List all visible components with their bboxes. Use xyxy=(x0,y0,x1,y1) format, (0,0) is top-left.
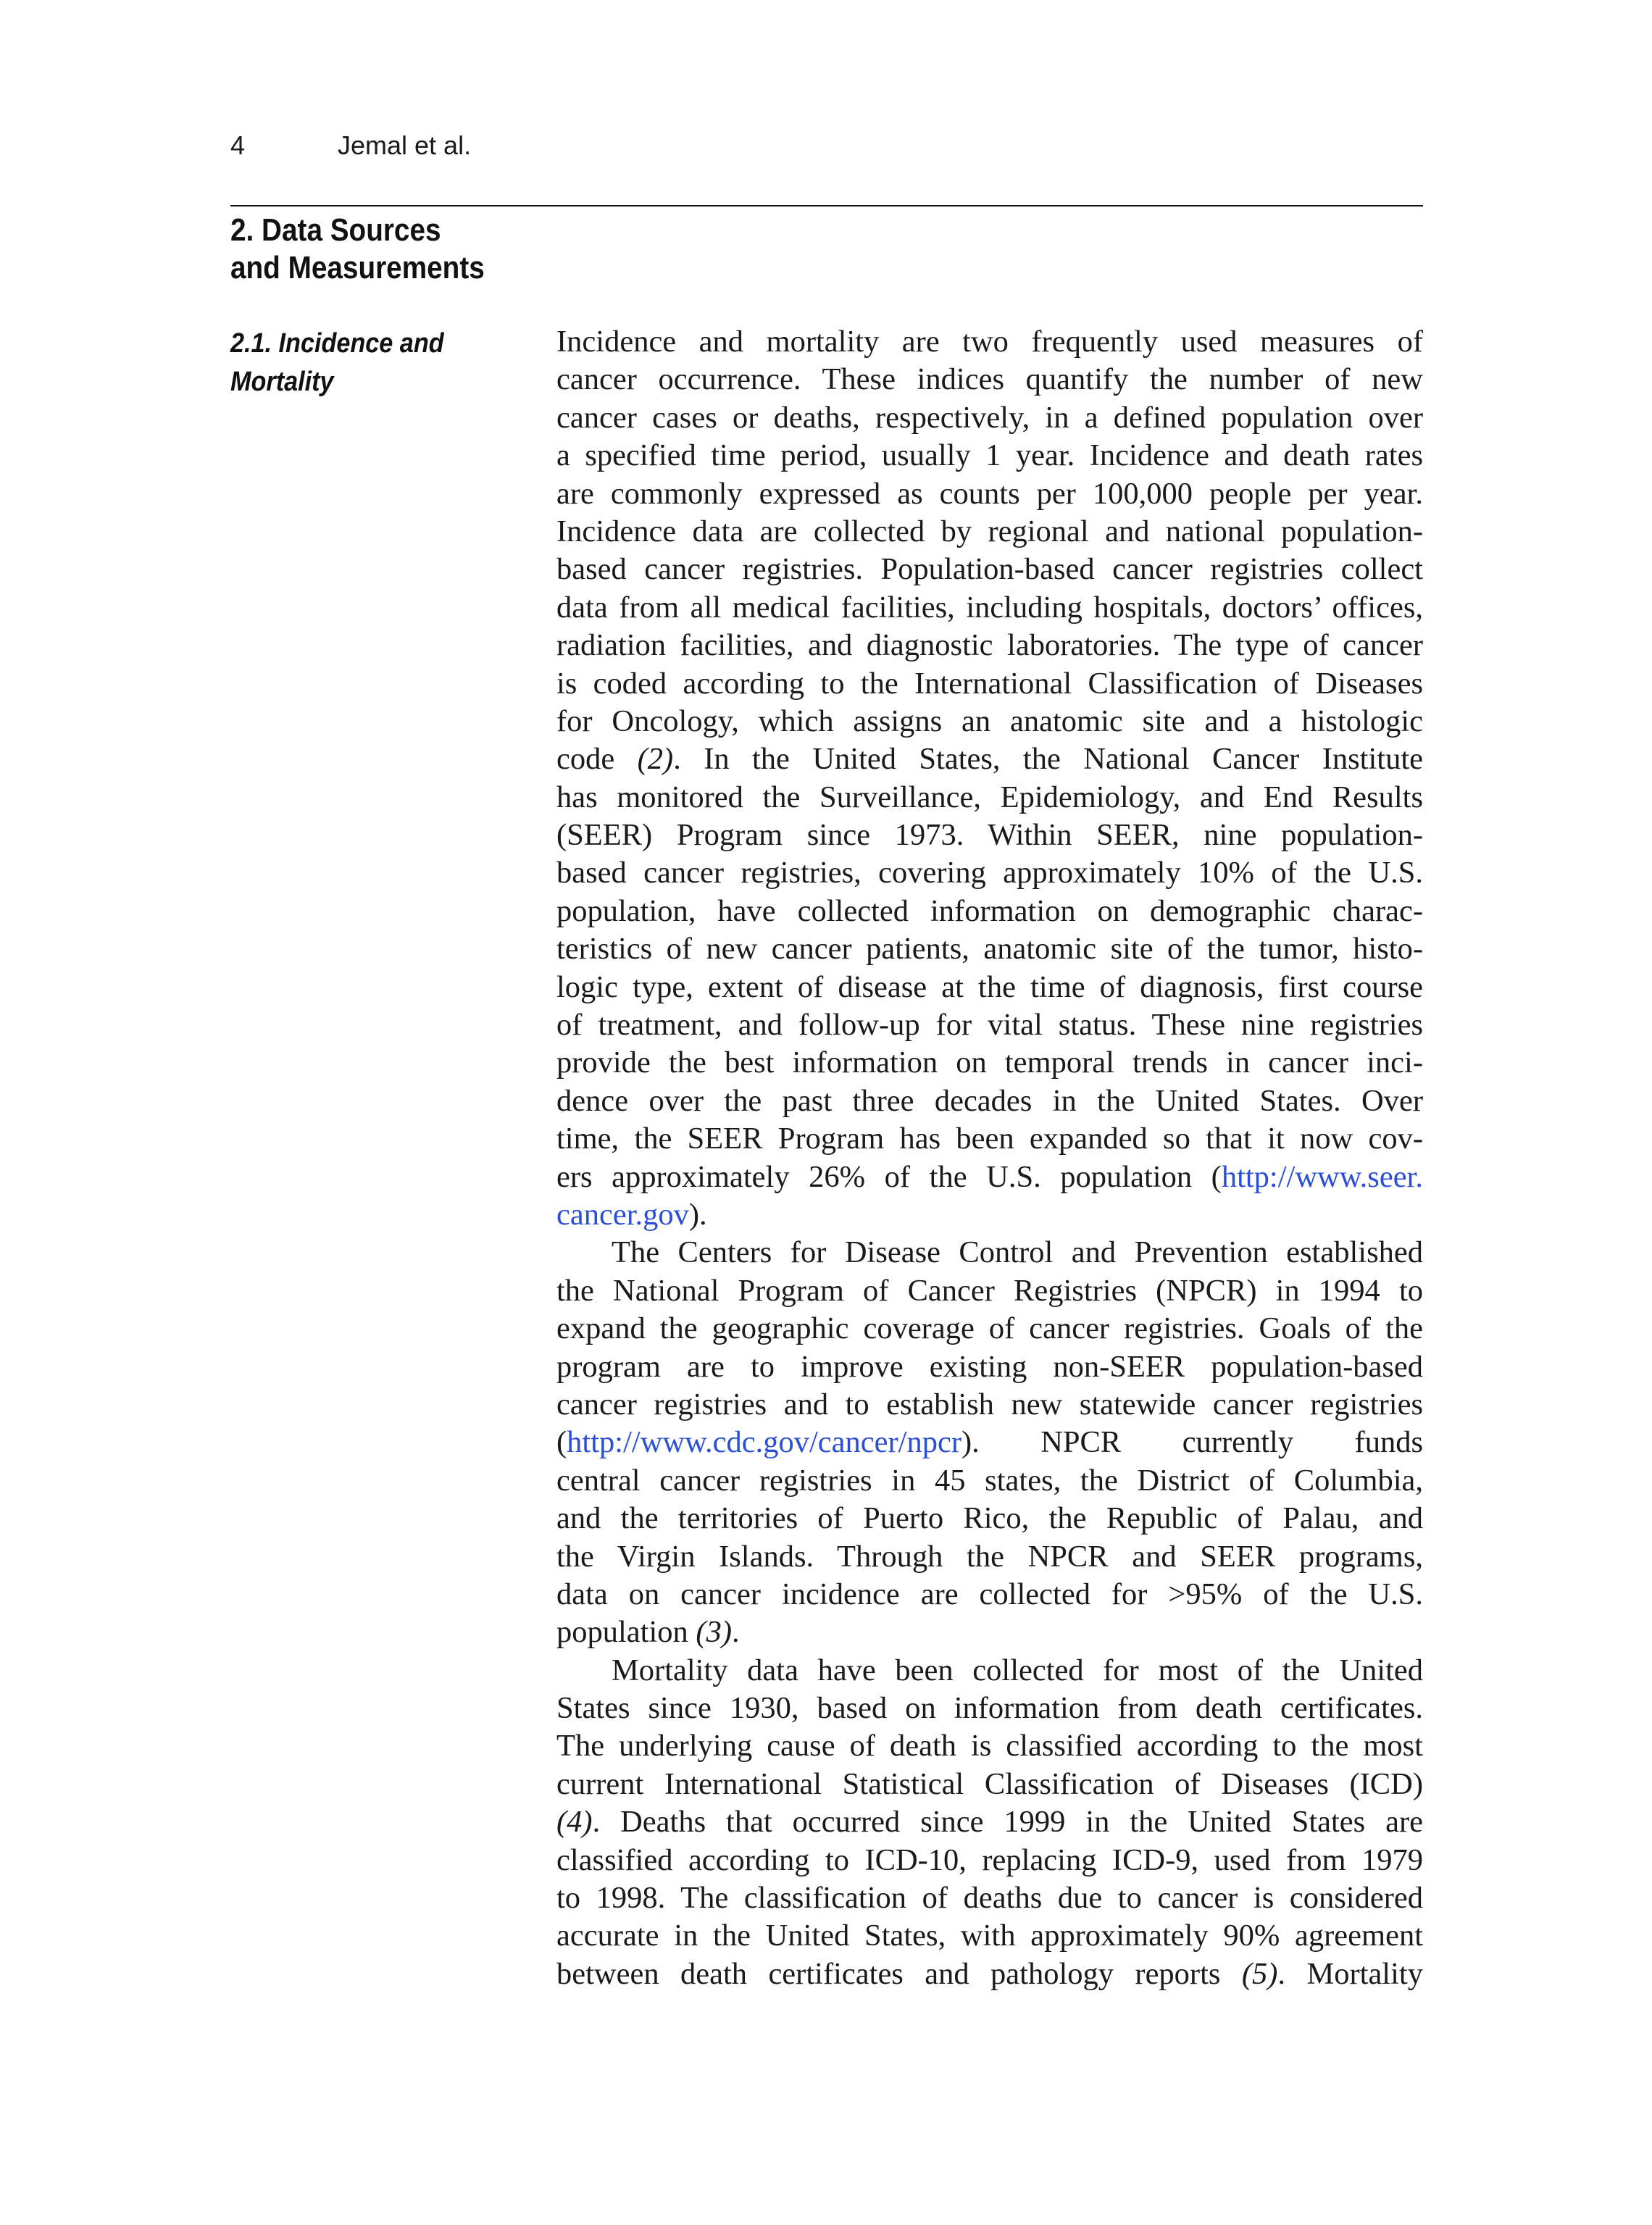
text-line: Incidence and mortality are two frequently used measures of xyxy=(556,325,1423,359)
text-line xyxy=(556,1159,1423,1196)
text-line: States since 1930, based on information from death certificates. xyxy=(556,1691,1423,1726)
text-line: logic type, extent of disease at the time of diagnosis, first course xyxy=(556,969,1423,1004)
text-line: expand the geographic coverage of cancer registries. Goals of the xyxy=(556,1311,1423,1346)
section-title xyxy=(230,212,517,287)
text-line: time, the SEER Program has been expanded so that it now cov- xyxy=(556,1122,1423,1156)
text-run: ). NPCR currently funds xyxy=(961,1425,1423,1460)
text-line: cancer registries and to establish new statewide cancer registries xyxy=(556,1387,1423,1422)
text-run: ). xyxy=(688,1197,707,1232)
text-run: population xyxy=(556,1615,696,1650)
page-number: 4 xyxy=(230,130,246,160)
text-run: . Mortality xyxy=(1277,1956,1423,1991)
text-line: based cancer registries, covering approximately 10% of the U.S. xyxy=(556,856,1423,890)
header-rule xyxy=(230,205,1423,206)
text-line: program are to improve existing non-SEER population-based xyxy=(556,1349,1423,1384)
seer-link[interactable]: http://www.seer. xyxy=(1221,1159,1423,1194)
subsection-title-line: 2.1. Incidence and xyxy=(230,328,444,359)
text-line: has monitored the Surveillance, Epidemiology, and End Results xyxy=(556,780,1423,814)
citation[interactable]: (3) xyxy=(696,1615,732,1650)
npcr-link[interactable]: http://www.cdc.gov/cancer/npcr xyxy=(567,1425,961,1460)
text-line xyxy=(556,1955,1423,1993)
text-line: the Virgin Islands. Through the NPCR and SEER programs, xyxy=(556,1539,1423,1574)
section-title-line: 2. Data Sources xyxy=(230,212,441,248)
text-run: . xyxy=(731,1615,740,1650)
text-line: a specified time period, usually 1 year. Incidence and death rates xyxy=(556,438,1423,473)
text-line: current International Statistical Classification of Diseases (ICD) xyxy=(556,1766,1423,1801)
text-line xyxy=(556,1424,1423,1461)
text-line: based cancer registries. Population-based cancer registries collect xyxy=(556,552,1423,587)
citation[interactable]: (4) xyxy=(556,1805,593,1840)
text-line: dence over the past three decades in the United States. Over xyxy=(556,1083,1423,1118)
text-line: population, have collected information on demographic charac- xyxy=(556,893,1423,928)
citation[interactable]: (2) xyxy=(637,742,674,777)
text-line: classified according to ICD-10, replacing ICD-9, used from 1979 xyxy=(556,1842,1423,1877)
text-line: The underlying cause of death is classified according to the most xyxy=(556,1729,1423,1763)
text-line: cancer cases or deaths, respectively, in a defined population over xyxy=(556,400,1423,435)
text-line xyxy=(556,1196,1423,1234)
text-line: is coded according to the International Classification of Diseases xyxy=(556,666,1423,701)
subsection-title xyxy=(230,325,478,401)
text-line xyxy=(556,740,1423,778)
text-line xyxy=(556,1614,1423,1651)
text-run: ers approximately 26% of the U.S. population ( xyxy=(556,1159,1222,1194)
section-title-line: and Measurements xyxy=(230,250,485,285)
text-run: code xyxy=(556,742,638,777)
text-line: central cancer registries in 45 states, the District of Columbia, xyxy=(556,1463,1423,1498)
seer-link-continued[interactable]: cancer.gov xyxy=(556,1197,689,1232)
text-line: data on cancer incidence are collected for >95% of the U.S. xyxy=(556,1577,1423,1611)
running-head-author: Jemal et al. xyxy=(338,130,472,160)
body-text xyxy=(556,323,1423,1993)
text-line: radiation facilities, and diagnostic laboratories. The type of cancer xyxy=(556,628,1423,663)
citation[interactable]: (5) xyxy=(1241,1956,1278,1991)
text-line: teristics of new cancer patients, anatomic site of the tumor, histo- xyxy=(556,932,1423,967)
text-line: Mortality data have been collected for most of the United xyxy=(612,1653,1423,1687)
text-line: are commonly expressed as counts per 100,000 people per year. xyxy=(556,476,1423,511)
text-line: the National Program of Cancer Registries (NPCR) in 1994 to xyxy=(556,1273,1423,1308)
text-run: between death certificates and pathology reports xyxy=(556,1956,1242,1991)
text-line: Incidence data are collected by regional and national population- xyxy=(556,514,1423,548)
text-line: to 1998. The classification of deaths due to cancer is considered xyxy=(556,1881,1423,1916)
text-run: ( xyxy=(556,1425,567,1460)
subsection-title-line: Mortality xyxy=(230,367,334,397)
text-run: . In the United States, the National Cancer Institute xyxy=(673,742,1423,777)
text-line xyxy=(556,1803,1423,1841)
text-line: The Centers for Disease Control and Prevention established xyxy=(612,1235,1423,1270)
text-run: . Deaths that occurred since 1999 in the United States are xyxy=(592,1805,1423,1840)
text-line: accurate in the United States, with approximately 90% agreement xyxy=(556,1919,1423,1953)
text-line: for Oncology, which assigns an anatomic site and a histologic xyxy=(556,704,1423,738)
text-line: (SEER) Program since 1973. Within SEER, nine population- xyxy=(556,818,1423,853)
text-line: provide the best information on temporal trends in cancer inci- xyxy=(556,1045,1423,1080)
text-line: cancer occurrence. These indices quantify the number of new xyxy=(556,362,1423,397)
text-line: data from all medical facilities, including hospitals, doctors’ offices, xyxy=(556,590,1423,625)
text-line: and the territories of Puerto Rico, the Republic of Palau, and xyxy=(556,1501,1423,1536)
text-line: of treatment, and follow-up for vital status. These nine registries xyxy=(556,1008,1423,1043)
